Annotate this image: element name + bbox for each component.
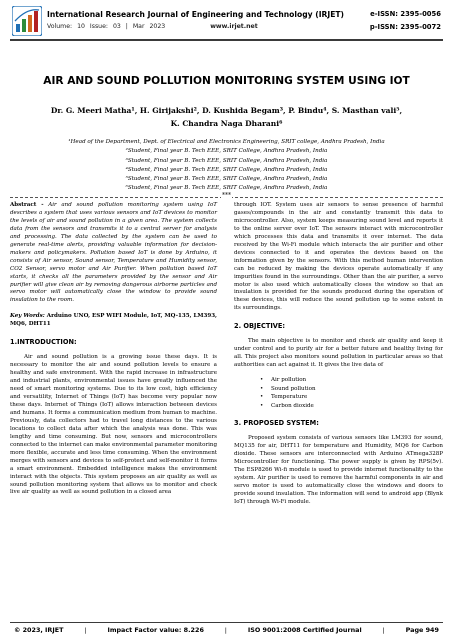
page-number: Page 949 [405,626,439,634]
irjet-logo-icon [12,6,42,36]
list-item: • Air pollution [260,376,443,385]
keywords-label: Key Words: [10,313,45,320]
affiliation: ³Student, Final year B. Tech EEE, SRIT College, Andhra Pradesh, India [125,157,328,164]
affiliation: ⁴Student, Final year B. Tech EEE, SRIT College, Andhra Pradesh, India [125,166,328,173]
keywords-text: Arduino UNO, ESP WIFI Module, IoT, MQ-135, LM393, MQ6, DHT11 [10,313,217,328]
affiliation: ⁵Student, Final year B. Tech EEE, SRIT College, Andhra Pradesh, India [125,176,328,183]
p-issn: p-ISSN: 2395-0072 [369,23,441,31]
paper-title: AIR AND SOUND POLLUTION MONITORING SYSTEM USING IOT [43,75,410,87]
footer-separator: | [84,626,87,634]
affiliation: ²Student, Final year B. Tech EEE, SRIT College, Andhra Pradesh, India [125,148,328,155]
author-list [30,105,423,130]
footer-divider [10,622,443,623]
footer-separator: | [224,626,227,634]
journal-name: International Research Journal of Engineering and Technology (IRJET) [47,10,345,19]
authors-line-1: Dr. G. Meeri Matha¹, H. Girijakshi², D. Kushida Begam³, P. Bindu⁴, S. Masthan vali⁵, [50,106,403,115]
objective-text: The main objective is to monitor and check air quality and keep it under control and to purify air for a better future and healthy living for all. This project also monitors sound pollution in particular areas so that authorities can act against it. It gives the live data of [234,338,443,369]
section-heading-introduction: 1.INTRODUCTION: [10,338,77,347]
proposed-system-text: Proposed system consists of various sensors like LM393 for sound, MQ135 for air, DHT11 for temperature and Humidity, MQ6 for Carbon dioxide. These sensors are interconnected with Arduino ATmega328P Microcontroller for functioning. The power supply is given by RPS(5v). The ESP8266 Wi-fi module is used to provide internet functionality to the system. Air purifier is used to remove the harmful components in air and servo motor is used to automatically close the windows and doors to provide sound insulation. The information will send to android app (Blynk IoT) through Wi-Fi module. [234,435,443,506]
abstract-text: Air and sound pollution monitoring system using IoT describes a system that uses various sensors and IoT devices to monitor the levels of air and sound pollution in a given area. The system collects data from the sensors and transmits it to a central server for analysis and processing. The data collected by the system can be used to generate real-time alerts, providing valuable information for decision-makers and policymakers. Pollution based IoT is done by Arduino, it consists of Air sensor, Sound sensor, Temperature and Humidity sensor, CO2 Sensor, servo motor and Air Purifier. When pollution based IoT starts, it checks all the parameters provided by the sensor and Air purifier will give clean air by removing dangerous airborne particles and servo motor will automatically close the window to provide sound insulation to the room. [10,202,217,304]
footer-separator: | [382,626,385,634]
keywords [10,313,217,329]
section-heading-objective: 2. OBJECTIVE: [234,322,286,331]
journal-header [0,0,453,42]
header-divider [10,39,443,41]
iso-certification: ISO 9001:2008 Certified Journal [247,626,362,634]
abstract-label: Abstract - [10,202,44,208]
list-item: • Carbon dioxide [260,402,443,411]
impact-factor: Impact Factor value: 8.226 [107,626,204,634]
journal-volume-line [47,23,258,30]
list-item: • Sound pollution [260,385,443,394]
affiliation: ⁶Student, Final year B. Tech EEE, SRIT College, Andhra Pradesh, India [125,185,328,192]
left-column [10,202,217,497]
affiliation: ¹Head of the Department, Dept. of Electrical and Electronics Engineering, SRIT college, Andhra Pradesh, India [68,139,385,145]
e-issn: e-ISSN: 2395-0056 [370,10,441,18]
right-column [234,202,443,507]
volume-issue: Volume: 10 Issue: 03 | Mar 2023 [47,23,166,30]
separator-mark: *** [222,192,231,199]
list-item: • Temperature [260,393,443,402]
objective-list [260,376,443,410]
journal-website-link[interactable]: www.irjet.net [210,23,258,30]
copyright: © 2023, IRJET [14,626,64,634]
page-footer [14,626,439,634]
abstract [10,202,217,305]
introduction-text: Air and sound pollution is a growing issue these days. It is necessary to monitor the air and sound pollution levels to ensure a healthy and safe environment. With the rapid increase in infrastructure and industrial plants, environmental issues have greatly influenced the need of smart monitoring systems. Due to its low cost, high efficiency and versatility, Internet of Things (IoT) has become very popular now these days. Internet of Things (IoT) allows interaction between devices and humans. It forms a communication medium from human to machine. Previously, data collectors had to travel long distances to the various locations to collect data after which the analysis was done. This was lengthy and time consuming. But now, sensors and microcontrollers connected to the internet can make environmental parameter monitoring more flexible, accurate and less time consuming. When the environment merges with sensors and devices to self-protect and self-monitor it forms a smart environment. Embedded intelligence makes the environment interact with the objects. This system proposes an air quality as well as sound pollution monitoring system that allows us to monitor and check live air quality as well as sound pollution in a closed area [10,354,217,496]
authors-line-2: K. Chandra Naga Dharani⁶ [170,118,283,128]
section-heading-proposed-system: 3. PROPOSED SYSTEM: [234,419,319,428]
introduction-continued: through IOT. System uses air sensors to sense presence of harmful gases/compounds in the air and constantly transmit this data to microcontroller. Also, system keeps measuring sound level and reports it to the online server over IoT. The sensors interact with microcontroller which processes this data and transmits it over internet. The data received by the Wi-Fi module which interacts the air purifier and other devices connected to it and operates the devices based on the information given by the sensors. With this method human intervention can be reduced by making the devices operate automatically if any impurities found in the surroundings. Other than the air purifier, a servo motor is also used which automatically closes the window so that an insulation is provided for the sounds produced during the operation of these devices, this will reduce the sound pollution up to some extent in its surroundings. [234,202,443,312]
affiliation-list [14,138,439,194]
